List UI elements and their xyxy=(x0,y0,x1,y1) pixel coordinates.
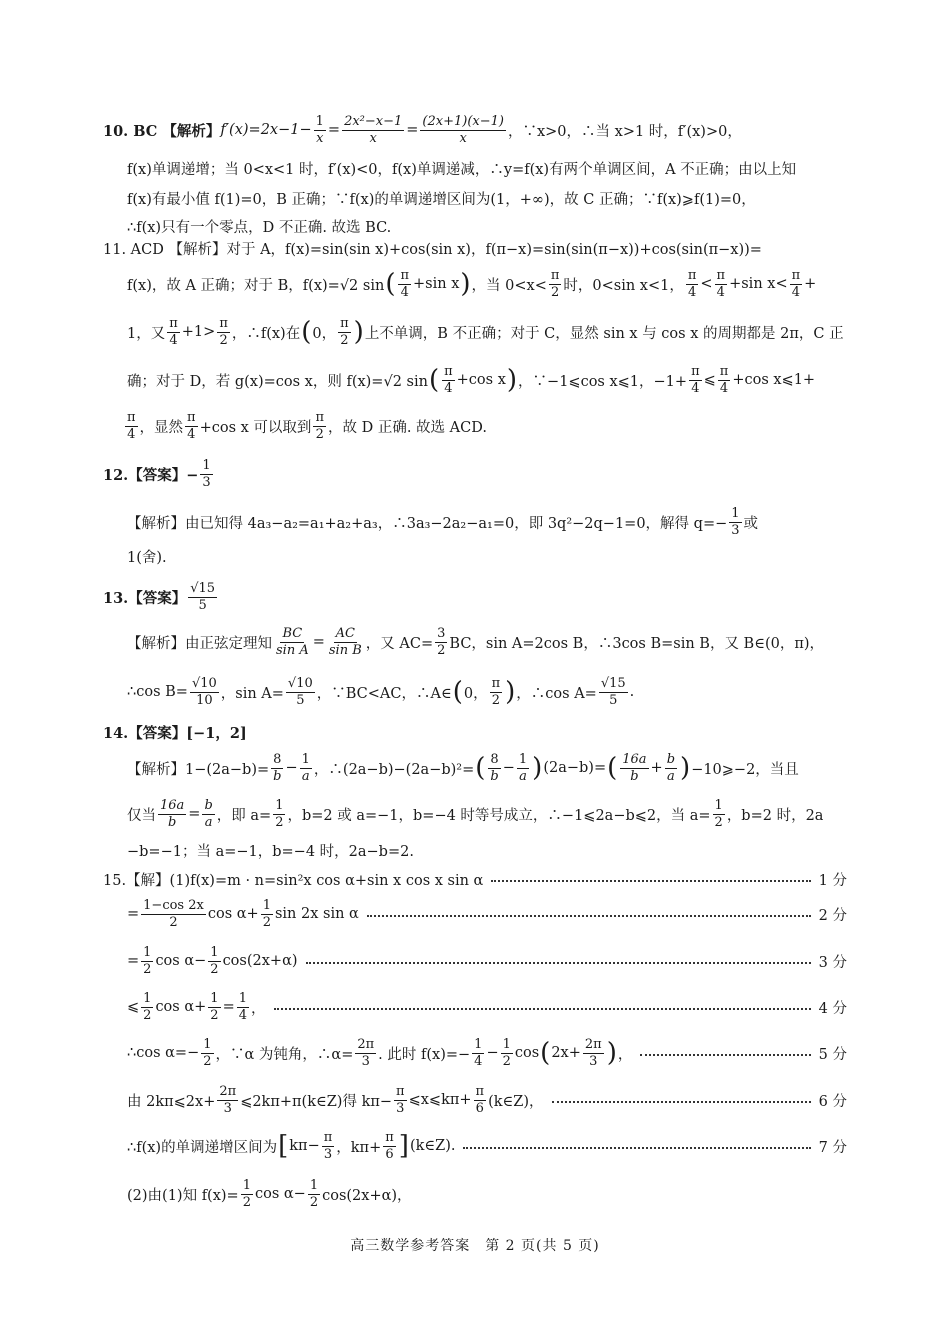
q10-label: 10. BC 【解析】 xyxy=(103,122,221,140)
text: ) xyxy=(606,1038,617,1068)
text: 15.【解】(1)f(x)=m · n=sin²x cos α+sin x cos x sin α xyxy=(103,872,484,889)
leader-dots xyxy=(491,880,810,882)
text: ，∵−1⩽cos x⩽1，−1+ xyxy=(518,373,688,390)
fraction: $\frac{1}{a}$ xyxy=(301,751,310,784)
text: +sin x< xyxy=(729,276,788,292)
text: . xyxy=(629,684,635,700)
text: = xyxy=(406,122,419,138)
fraction: $\frac{BC}{\text{sin A}}$ xyxy=(276,625,309,658)
text: ( xyxy=(428,365,440,395)
text: f′(x)=2x−1− xyxy=(220,122,312,138)
fraction: $\frac{16a}{b}$ xyxy=(160,797,185,830)
q15-line-7 xyxy=(0,1124,950,1168)
fraction: $\frac{2\pi}{3}$ xyxy=(584,1036,602,1069)
fraction: $\frac{\text{2x²−x−1}}{x}$ xyxy=(344,113,403,146)
text: ( xyxy=(607,753,618,783)
text: ⩽x⩽kπ+ xyxy=(408,1092,472,1108)
score: 7 分 xyxy=(818,1139,847,1156)
score: 2 分 xyxy=(818,907,847,924)
text: 2x+ xyxy=(551,1045,581,1061)
fraction: $\frac{1}{a}$ xyxy=(518,751,528,784)
text: 【解析】1−(2a−b)= xyxy=(127,761,270,778)
q15-line-3 xyxy=(0,939,950,983)
fraction: $\frac{1}{2}$ xyxy=(714,797,723,830)
q13-line-1 xyxy=(0,620,950,664)
fraction: $\frac{\pi}{2}$ xyxy=(491,675,501,708)
fraction: $\frac{3}{2}$ xyxy=(437,625,446,658)
q15-line-8 xyxy=(0,1172,950,1216)
text: ( xyxy=(452,677,463,707)
text: ，∴(2a−b)−(2a−b)²= xyxy=(313,761,475,778)
fraction: $\frac{\pi}{3}$ xyxy=(396,1083,405,1116)
leader-dots xyxy=(640,1054,810,1056)
fraction: $\frac{1}{3}$ xyxy=(731,505,740,538)
fraction: $\frac{1}{2}$ xyxy=(143,990,152,1023)
fraction: $\frac{√10}{5}$ xyxy=(287,675,313,708)
text: + xyxy=(650,760,663,776)
q15-line-6 xyxy=(0,1078,950,1122)
q12-line-2 xyxy=(0,534,950,578)
fraction: $\frac{1}{x}$ xyxy=(315,113,324,146)
fraction: $\frac{\pi}{2}$ xyxy=(550,267,560,300)
text: ，当 0<x< xyxy=(471,277,547,294)
fraction: $\frac{\pi}{4}$ xyxy=(719,363,729,396)
score: 3 分 xyxy=(818,954,847,971)
text: cos α− xyxy=(155,953,207,969)
text: ∴f(x)的单调递增区间为 xyxy=(127,1139,278,1156)
text: (2a−b)= xyxy=(543,760,607,776)
text: −b=−1；当 a=−1，b=−4 时，2a−b=2. xyxy=(127,843,414,860)
text: +cos x⩽1+ xyxy=(732,372,816,388)
fraction: $\frac{\pi}{4}$ xyxy=(187,409,196,442)
text: ∴cos B= xyxy=(127,684,188,700)
fraction: $\frac{\pi}{4}$ xyxy=(691,363,700,396)
text: ∴f(x)只有一个零点，D 不正确. 故选 BC. xyxy=(127,219,392,236)
fraction: $\frac{√10}{10}$ xyxy=(191,675,217,708)
leader-dots xyxy=(306,962,811,964)
text: ⩽ xyxy=(703,372,716,388)
text: = xyxy=(127,953,140,969)
text: f(x)有最小值 f(1)=0，B 正确；∵f(x)的单调递增区间为(1，+∞)，故 C 正确；∵f(x)⩾f(1)=0， xyxy=(127,191,756,208)
text: = xyxy=(127,906,140,922)
fraction: $\frac{\pi}{4}$ xyxy=(169,315,178,348)
text: +cos x 可以取到 xyxy=(199,419,312,436)
text: ) xyxy=(460,269,471,299)
text: 1，又 xyxy=(127,325,166,342)
fraction: $\frac{16a}{b}$ xyxy=(622,751,647,784)
text: ，∵BC<AC，∴A∈ xyxy=(316,685,452,702)
text: 12.【答案】− xyxy=(103,466,199,484)
fraction: $\frac{\pi}{2}$ xyxy=(340,315,349,348)
text: 【解析】由已知得 4a₃−a₂=a₁+a₂+a₃，∴3a₃−2a₂−a₁=0，即 3q²−2q−1=0，解得 q=− xyxy=(127,515,728,532)
text: cos α− xyxy=(254,1186,306,1202)
text: sin 2x sin α xyxy=(274,906,359,922)
text: ，∴cos A= xyxy=(516,685,597,702)
text: ( xyxy=(385,269,396,299)
page-footer: 高三数学参考答案 第 2 页(共 5 页) xyxy=(350,1238,600,1254)
q13-line-2 xyxy=(0,670,950,714)
fraction: $\frac{1}{3}$ xyxy=(202,457,211,490)
score: 6 分 xyxy=(818,1093,847,1110)
text: cos α+ xyxy=(155,999,207,1015)
text: ) xyxy=(505,677,516,707)
text: +sin x xyxy=(413,276,460,292)
text: ( xyxy=(301,317,312,347)
text: (k∈Z). xyxy=(409,1138,456,1154)
fraction: $\frac{1}{2}$ xyxy=(242,1177,251,1210)
text: − xyxy=(285,760,298,776)
q14-line-1 xyxy=(0,746,950,790)
text: (k∈Z)， xyxy=(488,1093,544,1110)
fraction: $\frac{√15}{5}$ xyxy=(190,580,216,613)
text: − xyxy=(486,1045,499,1061)
fraction: $\frac{\pi}{4}$ xyxy=(444,363,453,396)
text: ，∵α 为钝角，∴α= xyxy=(215,1046,354,1063)
text: ， xyxy=(617,1046,633,1063)
text: ) xyxy=(506,365,518,395)
text: 确；对于 D，若 g(x)=cos x，则 f(x)=√2 sin xyxy=(127,373,428,390)
score: 1 分 xyxy=(818,872,847,889)
text: = xyxy=(188,806,201,822)
fraction: $\frac{\pi}{4}$ xyxy=(716,267,726,300)
fraction: $\frac{\pi}{4}$ xyxy=(400,267,410,300)
fraction: $\frac{\pi}{3}$ xyxy=(323,1129,333,1162)
text: ，显然 xyxy=(139,419,184,436)
text: ( xyxy=(475,753,486,783)
fraction: $\frac{1}{2}$ xyxy=(309,1177,319,1210)
text: = xyxy=(327,122,341,138)
fraction: $\frac{1}{4}$ xyxy=(238,990,247,1023)
fraction: $\frac{8}{b}$ xyxy=(273,751,282,784)
text: ， xyxy=(251,1000,266,1017)
fraction: $\frac{2\pi}{3}$ xyxy=(357,1036,375,1069)
text: ，b=2 时，2a xyxy=(726,807,824,824)
text: cos(2x+α) xyxy=(222,953,298,969)
leader-dots xyxy=(463,1147,810,1149)
leader-dots xyxy=(274,1008,811,1010)
text: 上不单调，B 不正确；对于 C，显然 sin x 与 cos x 的周期都是 2π，C 正 xyxy=(364,325,844,342)
text: ⩽2kπ+π(k∈Z)得 kπ− xyxy=(240,1093,393,1110)
fraction: $\frac{1}{2}$ xyxy=(275,797,284,830)
q11-line-3 xyxy=(0,310,950,354)
text: ] xyxy=(398,1131,409,1161)
fraction: $\frac{\pi}{6}$ xyxy=(385,1129,394,1162)
fraction: $\frac{1-\cos 2x}{2}$ xyxy=(143,897,204,930)
fraction: $\frac{1}{2}$ xyxy=(210,944,219,977)
text: f(x)单调递增；当 0<x<1 时，f′(x)<0，f(x)单调递减，∴y=f(x)有两个单调区间，A 不正确；由以上知 xyxy=(127,161,797,178)
text: 14.【答案】[−1，2] xyxy=(103,724,247,742)
leader-dots xyxy=(552,1101,811,1103)
text: − xyxy=(502,760,515,776)
text: 或 xyxy=(743,515,759,532)
text: ) xyxy=(680,753,691,783)
text: = xyxy=(312,634,325,650)
fraction: $\frac{1}{2}$ xyxy=(502,1036,511,1069)
fraction: $\frac{\pi}{4}$ xyxy=(791,267,801,300)
text: . 此时 f(x)=− xyxy=(378,1046,471,1063)
text: cos(2x+α)， xyxy=(322,1187,412,1204)
fraction: $\frac{1}{2}$ xyxy=(262,897,271,930)
fraction: $\frac{2\pi}{3}$ xyxy=(219,1083,237,1116)
text: (2)由(1)知 f(x)= xyxy=(127,1187,239,1204)
leader-dots xyxy=(367,915,811,917)
text: 时，0<sin x<1， xyxy=(563,277,684,294)
q11-line-2 xyxy=(0,262,950,306)
text: 仅当 xyxy=(127,807,156,824)
fraction: $\frac{\pi}{4}$ xyxy=(687,267,697,300)
fraction: $\frac{√15}{5}$ xyxy=(600,675,626,708)
text: ) xyxy=(353,317,364,347)
q15-line-2 xyxy=(0,892,950,936)
text: ，又 AC= xyxy=(365,635,434,652)
fraction: $\frac{1}{2}$ xyxy=(143,944,152,977)
text: 【解析】由正弦定理知 xyxy=(127,635,272,652)
text: < xyxy=(700,276,713,292)
text: + xyxy=(804,276,817,292)
text: cos α+ xyxy=(207,906,259,922)
text: ，b=2 或 a=−1，b=−4 时等号成立，∴−1⩽2a−b⩽2，当 a= xyxy=(287,807,711,824)
text: +1> xyxy=(181,324,216,340)
fraction: $\frac{1}{2}$ xyxy=(203,1036,212,1069)
text: f(x)，故 A 正确；对于 B，f(x)=√2 sin xyxy=(127,277,385,294)
text: BC，sin A=2cos B，∴3cos B=sin B，又 B∈(0，π)， xyxy=(449,635,825,652)
q15-line-4 xyxy=(0,985,950,1029)
text: ，即 a= xyxy=(216,807,272,824)
text: 1(舍). xyxy=(127,549,167,566)
q15-line-5 xyxy=(0,1031,950,1075)
text: ，sin A= xyxy=(220,685,284,702)
text: = xyxy=(222,999,235,1015)
text: ，故 D 正确. 故选 ACD. xyxy=(327,419,487,436)
fraction: $\frac{1}{4}$ xyxy=(474,1036,483,1069)
text: +cos x xyxy=(456,372,506,388)
fraction: $\frac{\pi}{2}$ xyxy=(219,315,228,348)
fraction: $\frac{\pi}{4}$ xyxy=(127,409,136,442)
fraction: $\frac{b}{a}$ xyxy=(666,751,676,784)
text: cos xyxy=(514,1045,540,1061)
fraction: $\frac{1}{2}$ xyxy=(210,990,219,1023)
fraction: $\frac{(2x+1)(x-1)}{x}$ xyxy=(422,113,504,146)
text: ，∴f(x)在 xyxy=(231,325,301,342)
text: [ xyxy=(278,1131,289,1161)
q11-line-5 xyxy=(0,404,950,448)
text: ( xyxy=(540,1038,551,1068)
fraction: $\frac{b}{a}$ xyxy=(204,797,213,830)
text: ⩽ xyxy=(127,999,140,1015)
text: 由 2kπ⩽2x+ xyxy=(127,1093,216,1110)
fraction: $\frac{AC}{\text{sin B}}$ xyxy=(328,625,362,658)
fraction: $\frac{\pi}{6}$ xyxy=(475,1083,485,1116)
text: 0， xyxy=(312,325,337,342)
text: kπ− xyxy=(289,1138,320,1154)
text: ∴cos α=− xyxy=(127,1045,200,1061)
score: 5 分 xyxy=(818,1046,847,1063)
q12-answer xyxy=(0,452,950,496)
text: ，∵x>0，∴当 x>1 时，f′(x)>0， xyxy=(507,123,742,140)
text: 0， xyxy=(463,685,488,702)
text: ) xyxy=(532,753,543,783)
fraction: $\frac{8}{b}$ xyxy=(490,751,499,784)
q13-answer xyxy=(0,575,950,619)
text: 11. ACD 【解析】对于 A，f(x)=sin(sin x)+cos(sin x)，f(π−x)=sin(sin(π−x))+cos(sin(π−x))= xyxy=(103,241,762,258)
q11-line-4 xyxy=(0,358,950,402)
text: ，kπ+ xyxy=(336,1139,382,1156)
fraction: $\frac{\pi}{2}$ xyxy=(315,409,324,442)
score: 4 分 xyxy=(818,1000,847,1017)
text: −10⩾−2，当且 xyxy=(691,761,799,778)
text: 13.【答案】 xyxy=(103,589,187,607)
